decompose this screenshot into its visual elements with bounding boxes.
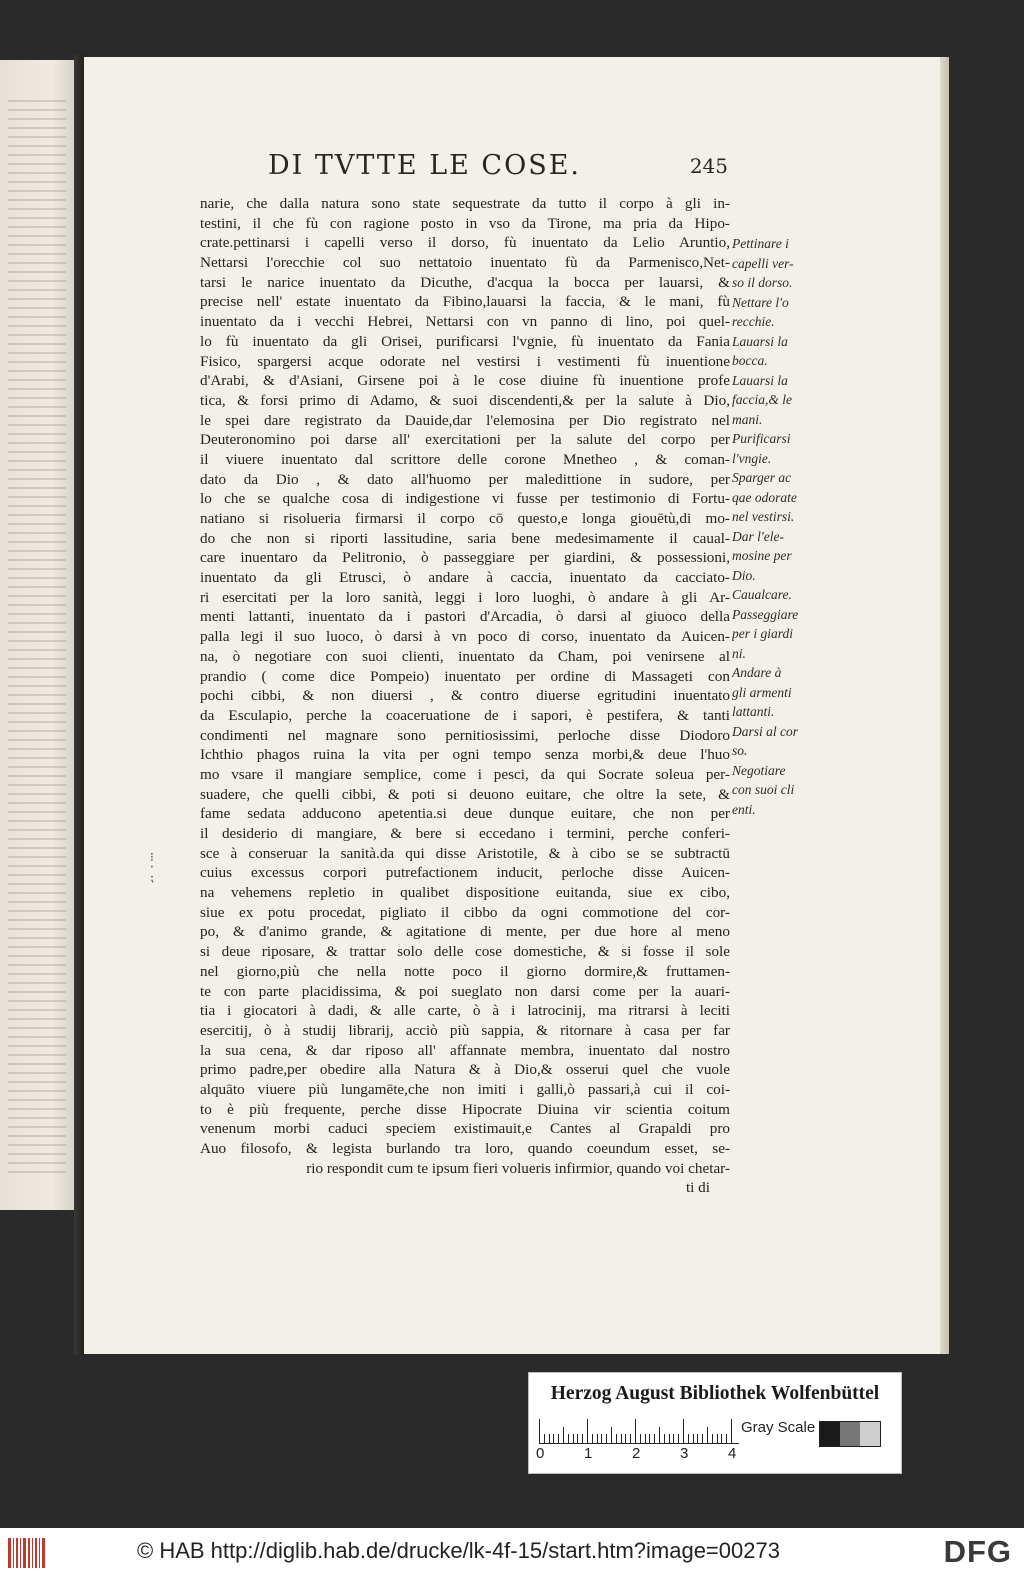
text-line: na, ò negotiare con suoi clienti, inuentato da Cham, poi venirsene al (200, 647, 730, 665)
text-line: mo vsare il mangiare semplice, come i pesci, da qui Socrate soleua per- (200, 765, 730, 783)
text-line: natiano si risolueria firmarsi il corpo cō questo,e longa giouētù,di mo- (200, 510, 730, 527)
text-line: cuius excessus corpori putrefactionem inducit, perloche disse Auicen- (200, 864, 730, 882)
text-line: rio respondit cum te ipsum fieri volueris infirmior, quando voi chetar- (306, 1159, 730, 1177)
barcode-bar (8, 1538, 11, 1568)
margin-note: so. (732, 743, 748, 758)
ruler-tick (640, 1434, 641, 1443)
margin-note: enti. (732, 801, 756, 817)
ink-smudge: ⁝ ‧ ⁏ (150, 850, 155, 884)
dfg-logo: DFG (943, 1534, 1012, 1569)
margin-note: Passeggiare (732, 606, 799, 622)
text-line: Auo filosofo, & legista burlando tra loro, quando coeundum esset, se- (200, 1140, 730, 1157)
ruler-tick (553, 1434, 554, 1443)
text-line: palla legi il suo luoco, ò darsi à vn poco di corso, inuentato da Auicen- (200, 628, 730, 646)
margin-note: capelli ver- (732, 255, 794, 271)
ruler-tick (673, 1434, 674, 1443)
ruler-tick (616, 1434, 617, 1443)
ruler-tick (664, 1434, 665, 1443)
margin-note: Nettare l'o (732, 294, 789, 310)
facing-page-text-shadow (8, 100, 66, 1180)
scale-label: 3 (680, 1445, 689, 1462)
ruler-tick (611, 1427, 612, 1443)
text-line: si deue riposare, & trattar solo delle cose domestiche, & si fosse il sole (200, 943, 730, 961)
scale-label: 2 (632, 1445, 641, 1462)
ruler-tick (582, 1434, 583, 1443)
card-title: Herzog August Bibliothek Wolfenbüttel (550, 1383, 880, 1404)
text-line: venenum morbi caduci speciem existimauit,e Cantes al Grapaldi pro (200, 1120, 730, 1138)
scale-label: 0 (536, 1445, 545, 1462)
margin-note: recchie. (732, 314, 775, 329)
ruler-tick (721, 1434, 722, 1443)
margin-note: ni. (732, 645, 746, 661)
text-line: pochi cibbi, & non diuersi , & contro diuerse egritudini inuentato (200, 687, 730, 705)
page-fore-edge (940, 60, 948, 1352)
text-line: Fisico, spargersi acque odorate nel vestirsi i vestimenti fù inuentione (200, 352, 730, 370)
ruler-tick (697, 1434, 698, 1443)
margin-note: Andare à (732, 665, 782, 680)
color-calibration-card (528, 1372, 902, 1474)
ruler-tick (688, 1434, 689, 1443)
margin-note: nel vestirsi. (732, 509, 795, 524)
margin-note: Caualcare. (732, 587, 792, 602)
margin-note: qae odorate (732, 489, 797, 505)
text-line: esercitij, ò à studij librarij, acciò più sappia, & ritornare à casa per far (200, 1021, 730, 1039)
margin-note: gli armenti (732, 684, 792, 700)
text-line: testini, il che fù con ragione posto in vso da Tirone, ma pria da Hipo- (200, 214, 730, 232)
text-line: inuentato da i vecchi Hebrei, Nettarsi con vn panno di lino, poi quel- (200, 313, 730, 331)
ruler-tick (592, 1434, 593, 1443)
text-line: crate.pettinarsi i capelli verso il dorso, fù inuentato da Lelio Aruntio, (200, 234, 730, 252)
ruler-tick (587, 1419, 588, 1443)
page-number: 245 (689, 154, 728, 178)
margin-note: mani. (732, 411, 763, 427)
text-line: to è più frequente, perche disse Hipocrate Diuina vir scientia coitum (200, 1100, 730, 1118)
margin-note: bocca. (732, 353, 768, 368)
text-line: da Esculapio, perche la coaceruatione de i sapori, è pestifera, & tanti (200, 706, 730, 724)
gray-swatch (860, 1422, 880, 1446)
margin-note: Pettinare i (732, 236, 789, 251)
text-line: siue ex potu procedat, pigliato il cibbo da ogni commotione del cor- (200, 903, 730, 921)
margin-note: Sparger ac (732, 470, 792, 485)
ruler-tick (717, 1434, 718, 1443)
ruler-tick (712, 1434, 713, 1443)
margin-notes (732, 234, 818, 819)
copyright-link[interactable]: © HAB http://diglib.hab.de/drucke/lk-4f-15/start.htm?image=00273 (137, 1538, 780, 1563)
text-line: lo che se qualche cosa di indigestione vi fusse per testimonio di Fortu- (200, 490, 730, 508)
scale-ruler (539, 1417, 739, 1444)
page-header (268, 150, 738, 184)
barcode-bar (13, 1538, 14, 1568)
text-line: po, & d'animo grande, & agitatione di mente, per due hore al meno (200, 923, 730, 941)
ruler-tick (597, 1434, 598, 1443)
facing-page-edge (0, 60, 74, 1210)
text-line: ri esercitati per la loro sanità, leggi i loro luoghi, ò andare à gli Ar- (200, 588, 730, 606)
text-line: Deuteronomino poi darse all' exercitationi per la salute del corpo per (200, 431, 730, 449)
ruler-tick (702, 1434, 703, 1443)
margin-note: Darsi al cor (732, 723, 799, 739)
ruler-tick (544, 1434, 545, 1443)
barcode-bar (20, 1538, 21, 1568)
ruler-tick (621, 1434, 622, 1443)
margin-note: Lauarsi la (732, 333, 788, 349)
barcode-icon (8, 1538, 46, 1568)
barcode-bar (42, 1538, 45, 1568)
margin-note: mosine per (732, 548, 792, 563)
ruler-tick (649, 1434, 650, 1443)
ruler-tick (549, 1434, 550, 1443)
text-line: sce à conseruar la sanità.da qui disse Aristotile, & à cibo se se subtractū (200, 844, 730, 862)
text-line: dato da Dio , & dato all'huomo per maledittione in sudore, per (200, 470, 730, 488)
text-line: tia i giocatori à dadi, & alle carte, ò à i latrocinij, ma ritrarsi à leciti (200, 1002, 730, 1020)
text-line: d'Arabi, & d'Asiani, Girsene poi à le cose diuine fù inuentione profe (200, 372, 730, 390)
ruler-tick (577, 1434, 578, 1443)
text-line: precise nell' estate inuentato da Fibino,lauarsi la faccia, & le mani, fù (200, 293, 730, 311)
gray-swatch (820, 1422, 840, 1446)
barcode-bar (32, 1538, 33, 1568)
ruler-tick (654, 1434, 655, 1443)
text-line: tica, & forsi primo di Adamo, & suoi discendenti,& per la salute à Dio, (200, 391, 730, 409)
text-line: te con parte placidissima, & poi sueglato non darsi come per la auari- (200, 982, 730, 1000)
gray-scale-swatches (819, 1421, 881, 1447)
body-text (200, 194, 730, 1198)
text-line: prandio ( come dice Pompeio) inuentato per ordine di Massageti con (200, 667, 730, 685)
margin-note: Lauarsi la (732, 372, 788, 388)
text-line: menti lattanti, inuentato da i pastori d'Arcadia, ò darsi al giuoco della (200, 608, 730, 626)
margin-note: lattanti. (732, 704, 775, 719)
ruler-tick (573, 1434, 574, 1443)
ruler-tick (693, 1434, 694, 1443)
text-line: il viuere inuentato dal scrittore delle corone Mnetheo , & coman- (200, 450, 730, 468)
text-line: il desiderio di mangiare, & bere si eccedano i termini, perche conferi- (200, 825, 730, 842)
ruler-tick (645, 1434, 646, 1443)
margin-note: per i giardi (732, 626, 794, 641)
ruler-tick (563, 1427, 564, 1443)
scale-label: 4 (728, 1445, 737, 1462)
barcode-bar (28, 1538, 30, 1568)
text-line: tarsi le narice inuentato da Dicuthe, d'acqua la bocca per lauarsi, & (200, 273, 730, 291)
ruler-tick (678, 1434, 679, 1443)
text-line: care inuentaro da Pelitronio, ò passeggiare per giardini, & possessioni, (200, 549, 730, 567)
text-line: narie, che dalla natura sono state sequestrate da tutto il corpo à gli in- (200, 195, 730, 212)
text-line: inuentato da gli Etrusci, ò andare à caccia, inuentato da cacciato- (200, 569, 730, 587)
margin-note: l'vngie. (732, 450, 772, 466)
text-line: la sua cena, & dar riposo all' affannate membra, inuentato dal nostro (200, 1041, 730, 1059)
margin-note: Dio. (732, 567, 756, 583)
text-line: lo fù inuentato da gli Orisei, purificarsi l'vgnie, fù inuentato da Fania (200, 332, 730, 350)
barcode-bar (39, 1538, 40, 1568)
text-line: fame sedata adducono apetentia.si deue dunque euitare, che non per (200, 805, 730, 823)
barcode-bar (35, 1538, 37, 1568)
ruler-tick (606, 1434, 607, 1443)
ruler-tick (731, 1419, 732, 1443)
ruler-tick (568, 1434, 569, 1443)
margin-note: Purificarsi (732, 431, 791, 446)
ruler-tick (707, 1427, 708, 1443)
scale-label: 1 (584, 1445, 593, 1462)
ruler-tick (659, 1427, 660, 1443)
scale-labels (536, 1445, 769, 1465)
ruler-tick (683, 1419, 684, 1443)
ruler-tick (625, 1434, 626, 1443)
ruler-tick (726, 1434, 727, 1443)
text-line: na vehemens repletio in qualibet dispositione euitanda, siue ex cibo, (200, 884, 730, 902)
text-line: nel giorno,più che nella notte poco il giorno dormire,& fruttamen- (200, 962, 730, 980)
text-line: alquāto viuere più lungamēte,che non imiti i galli,ò passari,à cui il coi- (200, 1080, 730, 1098)
running-title: DI TVTTE LE COSE. (268, 150, 582, 181)
viewer-footer (0, 1528, 1024, 1579)
text-line: le spei dare registrato da Dauide,dar l'elemosina per Dio registrato nel (200, 411, 730, 429)
margin-note: so il dorso. (732, 275, 793, 290)
gray-scale-label: Gray Scale (741, 1419, 816, 1436)
margin-note: con suoi cli (732, 782, 795, 797)
catchword: ti di (685, 1179, 710, 1197)
text-line: Ichthio phagos ruina la vita per ogni tempo senza morbi,& deue l'huo (200, 746, 730, 764)
barcode-bar (23, 1538, 26, 1568)
ruler-tick (558, 1434, 559, 1443)
ruler-tick (539, 1419, 540, 1443)
barcode-bar (16, 1538, 18, 1568)
ruler-tick (601, 1434, 602, 1443)
margin-note: Negotiare (732, 762, 786, 778)
text-line: suadere, che quelli cibbi, & poti si deuono euitare, che oltre la sete, & (200, 785, 730, 803)
ruler-tick (635, 1419, 636, 1443)
text-line: Nettarsi l'orecchie col suo nettatoio inuentato fù da Parmenisco,Net- (200, 254, 730, 272)
margin-note: faccia,& le (732, 392, 792, 407)
text-line: do che non si riporti lassitudine, saria bene medesimamente il caual- (200, 529, 730, 547)
text-line: condimenti nel magnare sono pernitiosissimi, perloche disse Diodoro (200, 726, 730, 744)
text-line: primo padre,per obedire alla Natura & à Dio,& osserui quel che vuole (200, 1061, 730, 1079)
gray-swatch (840, 1422, 860, 1446)
margin-note: Dar l'ele- (732, 528, 784, 544)
ruler-tick (669, 1434, 670, 1443)
ruler-tick (630, 1434, 631, 1443)
